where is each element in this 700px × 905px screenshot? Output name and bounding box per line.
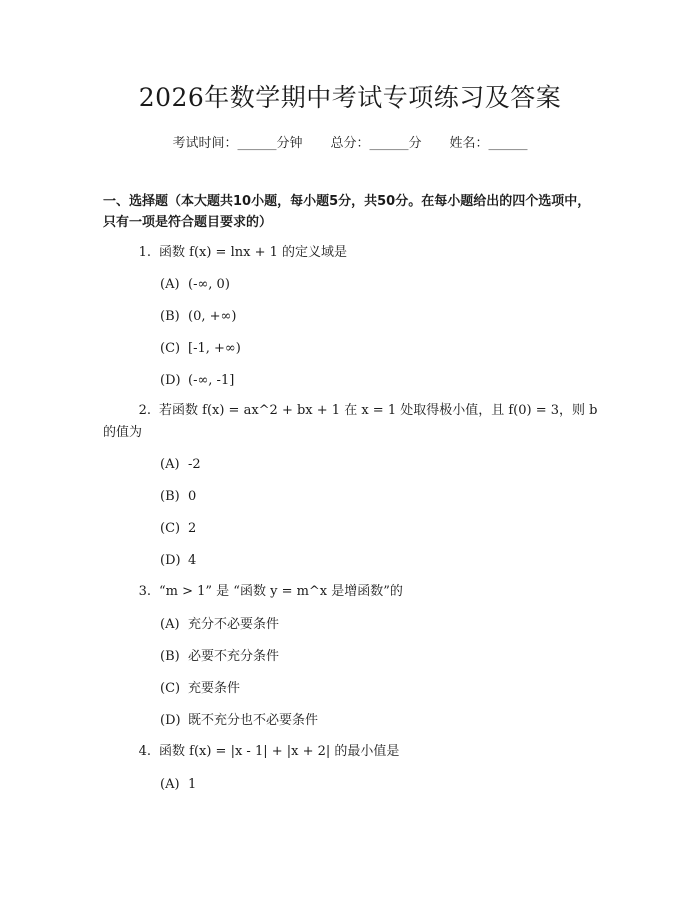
question-text: 若函数 f(x) = ax^2 + bx + 1 在 x = 1 处取得极小值，且 f(0) = 3，则 b 的值为 (103, 403, 598, 440)
option-text: [-1, +∞) (188, 341, 241, 356)
option-text: (0, +∞) (188, 309, 237, 324)
option-text: 必要不充分条件 (188, 649, 280, 664)
exam-time-field: 考试时间：______分钟 (172, 136, 303, 151)
question-3-option-c (160, 679, 240, 699)
question-1-option-a (160, 275, 230, 295)
question-2-option-b (160, 487, 196, 507)
option-text: 1 (188, 777, 197, 792)
question-2-option-c (160, 519, 196, 539)
option-label: (D) (160, 373, 181, 388)
student-name-field: 姓名：______ (449, 136, 528, 151)
question-1-option-b (160, 307, 236, 327)
question-2-option-a (160, 455, 201, 475)
option-text: 0 (188, 489, 197, 504)
option-label: (A) (160, 277, 180, 292)
question-text: “m > 1” 是 “函数 y = m^x 是增函数”的 (159, 584, 403, 599)
option-label: (B) (160, 649, 180, 664)
question-3-option-d (160, 711, 318, 731)
option-text: -2 (188, 457, 201, 472)
question-4 (103, 741, 598, 763)
question-number: 4. (138, 744, 151, 759)
option-text: (-∞, 0) (188, 277, 230, 292)
question-2-option-d (160, 551, 196, 571)
question-number: 1. (138, 245, 151, 260)
option-text: 既不充分也不必要条件 (188, 713, 319, 728)
option-label: (B) (160, 489, 180, 504)
question-3-option-b (160, 647, 279, 667)
question-1-option-c (160, 339, 241, 359)
question-4-option-a (160, 775, 196, 795)
option-label: (A) (160, 777, 180, 792)
option-label: (D) (160, 553, 181, 568)
option-text: 充分不必要条件 (188, 617, 280, 632)
exam-info-line (0, 132, 700, 151)
option-label: (B) (160, 309, 180, 324)
question-number: 3. (138, 584, 151, 599)
option-label: (A) (160, 617, 180, 632)
option-label: (A) (160, 457, 180, 472)
option-label: (C) (160, 341, 181, 356)
question-2 (103, 400, 598, 444)
question-1-option-d (160, 371, 234, 391)
option-text: 2 (188, 521, 197, 536)
page-title: 2026年数学期中考试专项练习及答案 (138, 83, 562, 112)
option-text: 4 (188, 553, 197, 568)
total-score-field: 总分：______分 (330, 136, 422, 151)
option-label: (C) (160, 681, 181, 696)
option-label: (D) (160, 713, 181, 728)
question-text: 函数 f(x) = |x - 1| + |x + 2| 的最小值是 (159, 744, 400, 759)
question-3-option-a (160, 615, 279, 635)
option-label: (C) (160, 521, 181, 536)
question-1 (103, 242, 598, 264)
option-text: (-∞, -1] (188, 373, 235, 388)
question-text: 函数 f(x) = lnx + 1 的定义域是 (159, 245, 347, 260)
option-text: 充要条件 (188, 681, 241, 696)
section-heading: 一、选择题（本大题共10小题，每小题5分，共50分。在每小题给出的四个选项中，只有一项是符合题目要求的） (103, 194, 591, 230)
question-3 (103, 581, 598, 603)
question-number: 2. (138, 403, 151, 418)
